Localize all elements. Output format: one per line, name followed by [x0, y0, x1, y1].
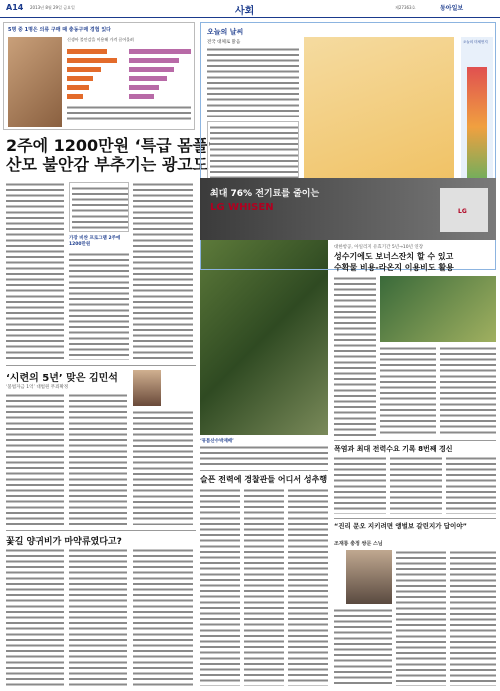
section-title: 사회 [235, 6, 255, 17]
ad-line1: 최대 76% 전기료를 줄이는 [210, 189, 320, 199]
story2-headline-line1: 성수기에도 보너스잔치 할 수 있고 [334, 252, 454, 261]
story8-subhead: 조재룡 충정 쌍문 스님 [334, 541, 383, 547]
main-story-sidebar-title: 가장 비싼 프로그램 2주에 1200만원 [69, 236, 121, 247]
ad-brand: LG [458, 208, 467, 215]
story8-portrait [346, 550, 392, 604]
main-headline [6, 136, 230, 174]
story3-portrait [133, 370, 161, 406]
story2-headline [334, 252, 496, 273]
main-story-col3 [133, 182, 193, 360]
main-headline-line2: 산모 불안감 부추기는 광고도 [6, 155, 209, 174]
issue-date: 2013년 8월 29일 금요일 [30, 5, 75, 10]
page-number: A14 [6, 3, 24, 12]
story2-photo [380, 276, 496, 342]
survey-subtitle: 신생아 불안감을 이용해 가격 끌어올려 [67, 37, 134, 42]
story3-headline: ‘시련의 5년’ 맞은 김민석 [6, 373, 118, 384]
main-story-col2 [69, 252, 129, 360]
masthead [0, 0, 500, 18]
weather-chart-label: 오늘의 미세먼지 [463, 40, 488, 44]
center-photo-caption: ‘뮤틈산수박재배’ [200, 439, 234, 444]
story6-headline: 슬픈 전력에 경찰관들 어디서 성추행 [200, 475, 328, 484]
weather-map [304, 37, 454, 197]
story7-headline: 폭염과 최대 전력수요 기록 8번째 경신 [334, 445, 453, 453]
survey-graphic [3, 22, 195, 130]
story3-kicker: ‘불법자금 1억’ 대법원 무죄확정 [6, 385, 69, 390]
main-story-col1 [6, 182, 64, 360]
main-headline-line1: 2주에 1200만원 ‘특급 몸풀이’ [6, 136, 230, 155]
survey-photo [8, 37, 62, 127]
story8-headline: “진리 문오 지키려면 앵벌보 갈린지가 답이야” [334, 522, 467, 530]
edition-number: 제27363호 [395, 5, 416, 10]
survey-title: 5명 중 1명은 의류 구매 때 충동구매 경험 있다 [8, 27, 111, 33]
main-story-table [69, 182, 129, 232]
weather-side-chart [461, 37, 493, 197]
ad-line2: LG WHISEN [210, 202, 274, 213]
story4-headline: 꽃길 양귀비가 마약류였다고? [6, 537, 122, 547]
story2-kicker: 대한항공, 아일리지 유효기간 5년→10년 연장 [334, 245, 424, 250]
newspaper-name: 동아일보 [440, 5, 464, 12]
weather-title: 오늘의 날씨 [207, 28, 244, 36]
story2-headline-line2: 수확물 비용-라온지 이용비도 활용 [334, 262, 454, 272]
ad-banner [200, 178, 496, 240]
weather-forecast: 전국 대체로 맑음 [207, 40, 241, 45]
